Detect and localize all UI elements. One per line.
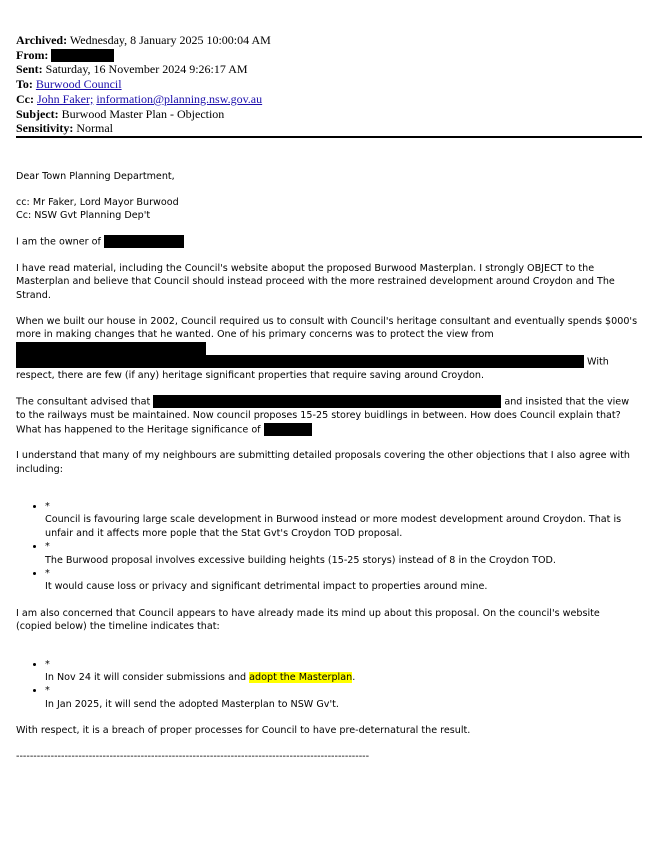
greeting: Dear Town Planning Department, — [16, 171, 175, 182]
separator-dashes: ------------------------------------------------------------------------------------------------------ — [16, 751, 370, 763]
timeline-list — [16, 658, 638, 712]
respect-paragraph: With respect, it is a breach of proper processes for Council to have pre-deternatural the result. — [16, 725, 471, 737]
to-label: To: — [16, 77, 33, 92]
timeline-highlight: adopt the Masterplan — [249, 672, 353, 684]
list-star: • * — [45, 568, 50, 579]
cc-line-2: Cc: NSW Gvt Planning Dep't — [16, 210, 151, 222]
cc-lines — [16, 196, 638, 223]
to-row — [16, 77, 646, 92]
redacted-address — [104, 235, 184, 248]
timeline-2-text: In Jan 2025, it will send the adopted Masterplan to NSW Gv't. — [45, 698, 339, 710]
owner-paragraph — [16, 235, 638, 249]
neighbours-paragraph: I understand that many of my neighbours are submitting detailed proposals covering the other objections that I also agree with including: — [16, 450, 630, 475]
owner-text: I am the owner of — [16, 236, 104, 248]
sent-label: Sent: — [16, 62, 43, 77]
redacted-view-location-1 — [16, 342, 206, 355]
archived-row — [16, 33, 646, 48]
concern-paragraph: I am also concerned that Council appears to have already made its mind up about this proposal. On the council's website (copied below) the timeline indicates that: — [16, 607, 600, 633]
cc-link-john-faker[interactable]: John Faker; — [37, 91, 94, 106]
built-text-a: When we built our house in 2002, Council required us to consult with Council's heritage consultant and eventually spends $000's more in making changes that he wanted. One of his primary concerns was to protect the view from — [16, 315, 638, 341]
cc-label: Cc: — [16, 91, 34, 106]
sensitivity-value: Normal — [73, 121, 113, 136]
objection-1: Council is favouring large scale development in Burwood instead or more modest development around Croydon. That is unfair and it affects more pople that the Stat Gvt's Croydon TOD proposal. — [45, 514, 622, 539]
email-body — [16, 170, 638, 776]
subject-row — [16, 107, 646, 122]
list-item — [45, 540, 638, 567]
sensitivity-label: Sensitivity: — [16, 121, 74, 136]
list-star: • * — [45, 541, 50, 553]
redacted-view-location-2 — [16, 355, 584, 368]
subject-label: Subject: — [16, 106, 59, 121]
cc-link-planning-email[interactable]: information@planning.nsw.gov.au — [96, 91, 263, 106]
sent-value: Saturday, 16 November 2024 9:26:17 AM — [42, 62, 248, 77]
header-divider — [16, 136, 642, 138]
list-item — [45, 684, 638, 711]
from-row — [16, 48, 646, 63]
built-text-b: With respect, there are few (if any) heritage significant properties that require saving around Croydon. — [16, 356, 609, 382]
timeline-1-text: In Nov 24 it will consider submissions and — [45, 672, 250, 684]
timeline-1-end: . — [352, 672, 356, 684]
cc-line-1: cc: Mr Faker, Lord Mayor Burwood — [16, 197, 179, 208]
consultant-text-b: and insisted that the view to the railways must be maintained. Now council proposes 15-25 storey buidlings in between. How does Council explain that? What has happened to the Heritage significance of — [16, 396, 630, 436]
consultant-text-a: The consultant advised that — [16, 396, 154, 408]
list-star: • * — [45, 500, 50, 512]
objections-list — [16, 500, 638, 594]
consultant-paragraph — [16, 395, 638, 436]
built-paragraph — [16, 315, 638, 383]
redacted-sender — [51, 49, 114, 62]
objection-3: It would cause loss or privacy and significant detrimental impact to properties around mine. — [45, 581, 488, 593]
list-item — [45, 500, 638, 540]
objection-2: The Burwood proposal involves excessive building heights (15-25 storys) instead of 8 in the Croydon TOD. — [45, 554, 556, 566]
to-link-burwood-council[interactable]: Burwood Council — [35, 77, 122, 92]
sensitivity-row — [16, 121, 646, 136]
read-paragraph: I have read material, including the Council's website aboput the proposed Burwood Masterplan. I strongly OBJECT to the Masterplan and believe that Council should instead proceed with the more restrained development around Croydon and The Strand. — [16, 262, 615, 301]
list-star: • * — [45, 685, 50, 697]
archived-value: Wednesday, 8 January 2025 10:00:04 AM — [67, 33, 271, 47]
cc-row — [16, 92, 646, 107]
subject-value: Burwood Master Plan - Objection — [58, 106, 225, 121]
from-label: From: — [16, 47, 49, 62]
list-item — [45, 567, 638, 594]
list-item — [45, 658, 638, 685]
list-star: • * — [45, 658, 50, 670]
redacted-heritage-item — [264, 423, 312, 436]
sent-row — [16, 62, 646, 77]
email-header — [16, 33, 646, 136]
redacted-consultant-advice — [153, 395, 501, 408]
archived-label: Archived: — [16, 33, 68, 47]
